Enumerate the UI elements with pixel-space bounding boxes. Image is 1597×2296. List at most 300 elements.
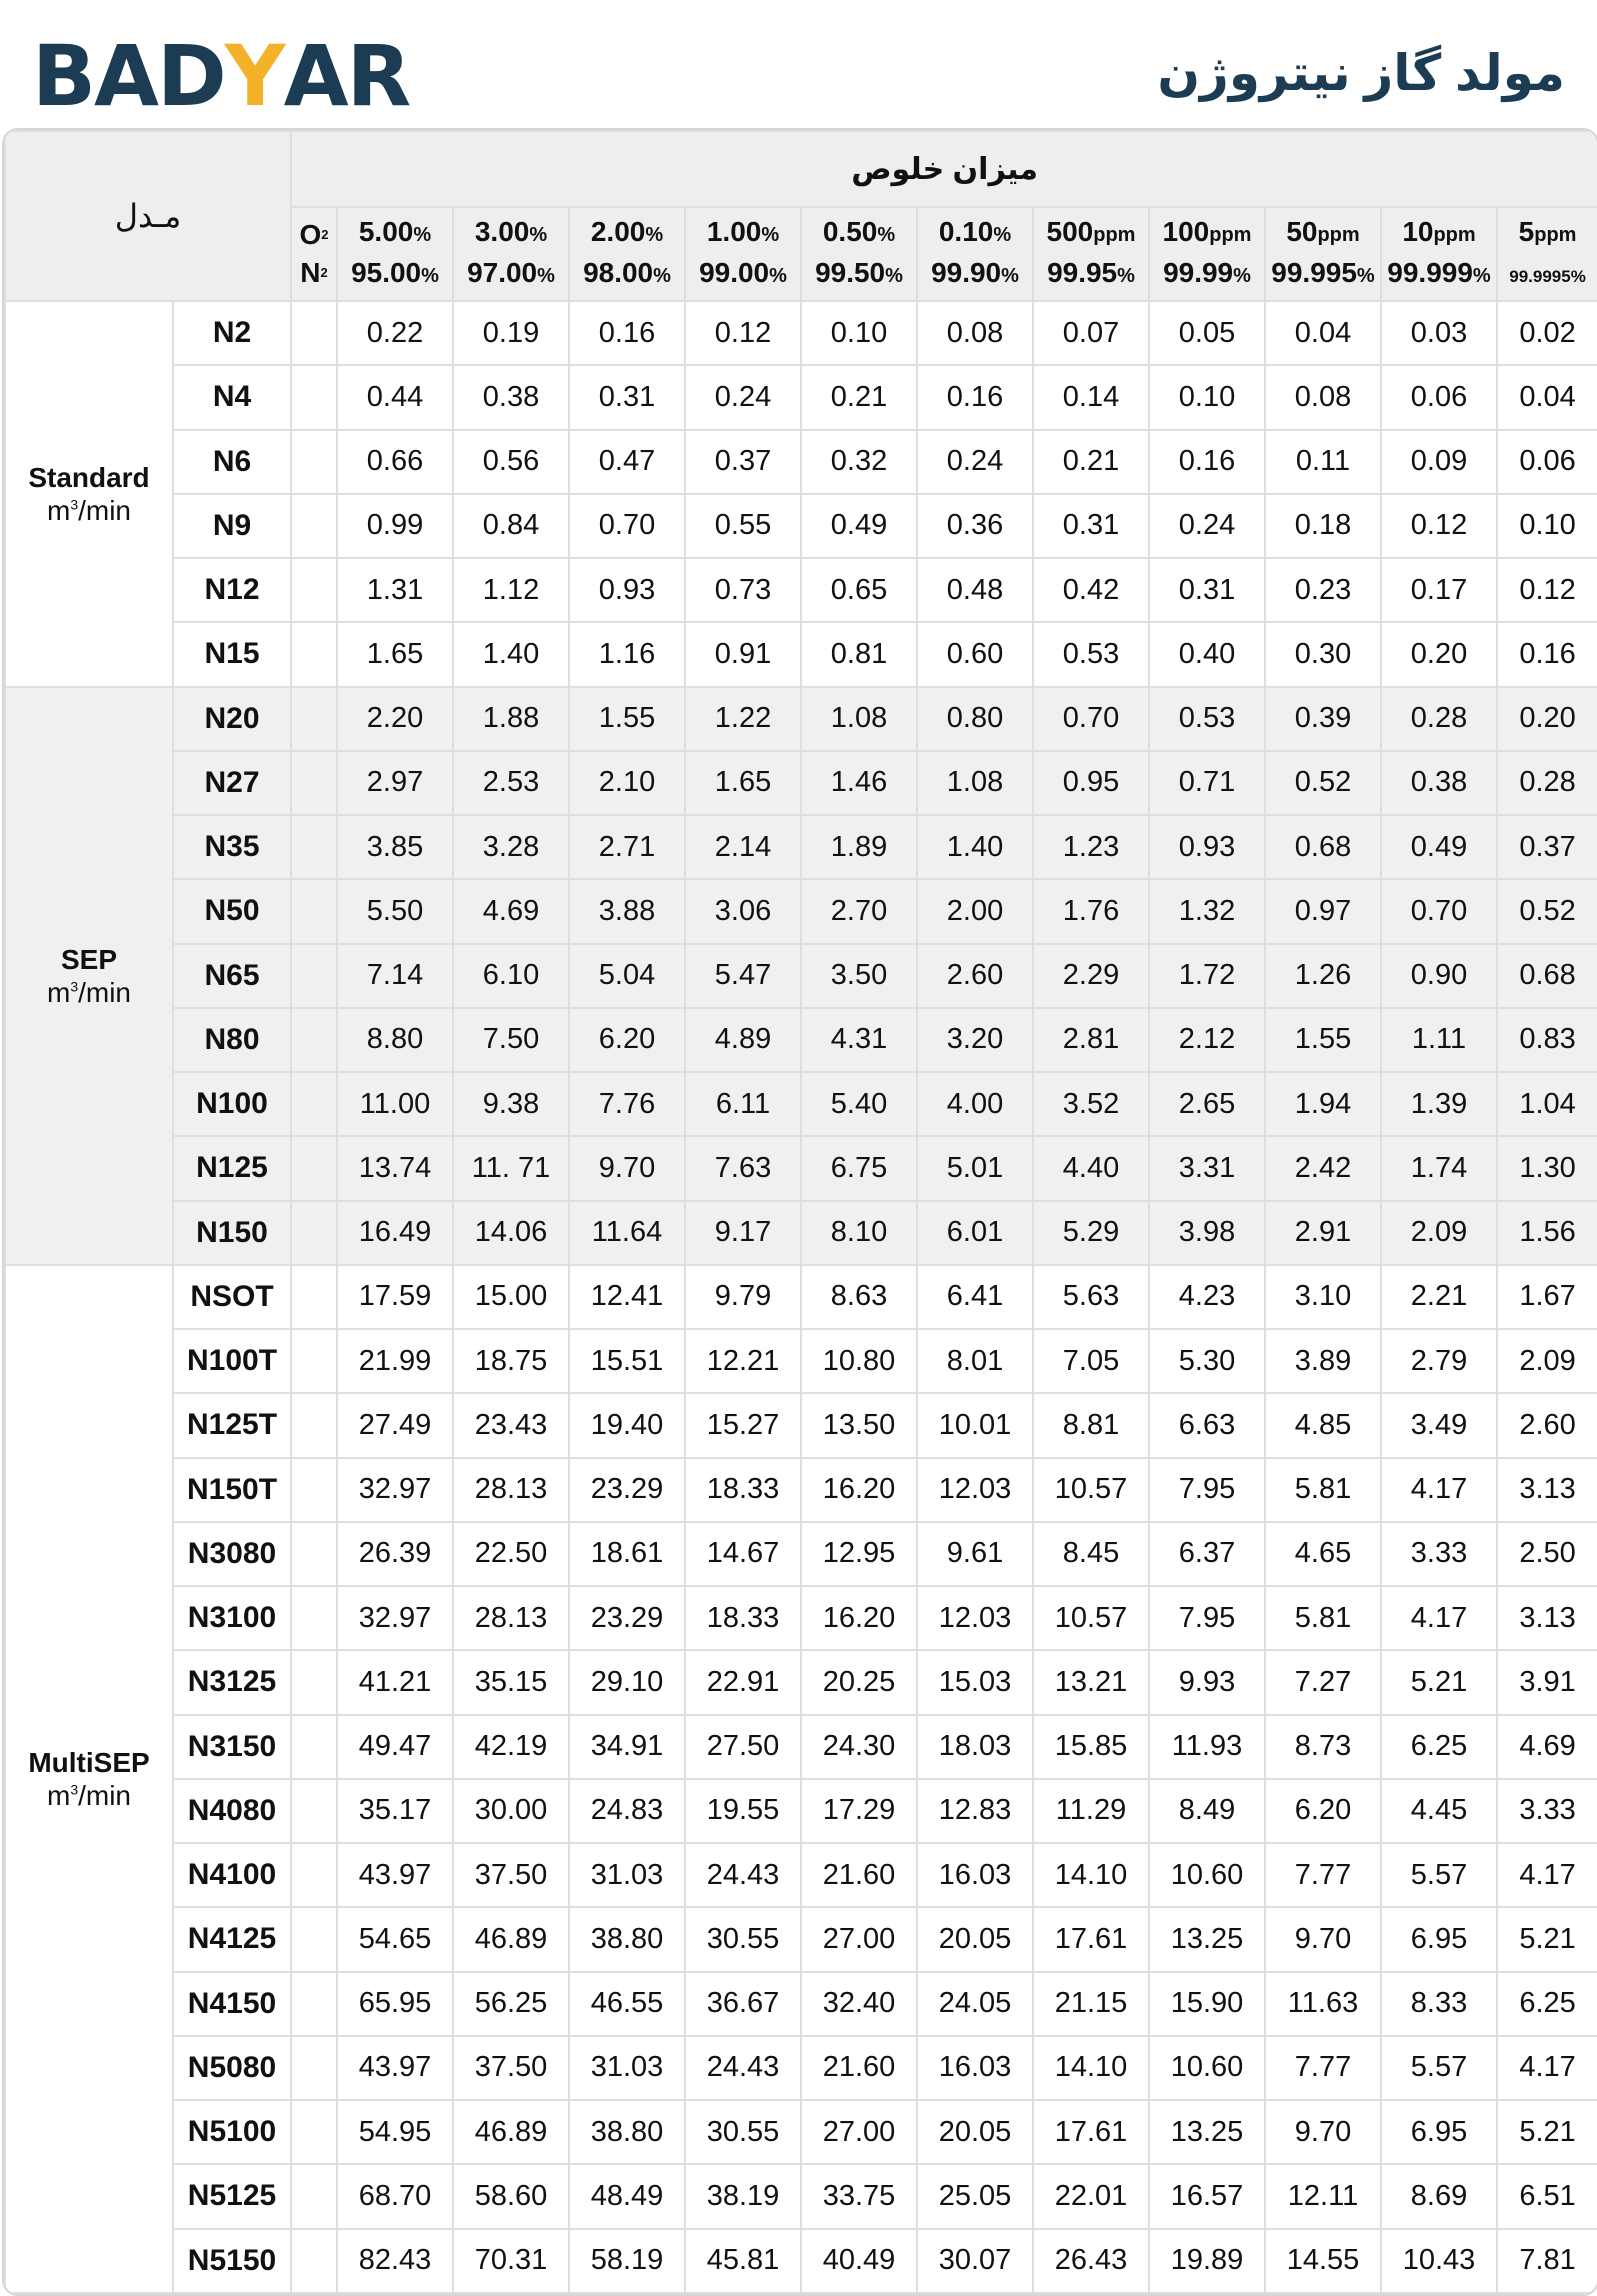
flow-value-cell: 1.11 bbox=[1381, 1008, 1497, 1072]
o2-value: 5 bbox=[1518, 215, 1535, 247]
flow-value-cell: 9.17 bbox=[685, 1201, 801, 1265]
flow-value-cell: 0.21 bbox=[1033, 430, 1149, 494]
flow-value-cell: 0.32 bbox=[801, 430, 917, 494]
flow-value-cell: 0.04 bbox=[1497, 365, 1597, 429]
table-row bbox=[5, 1393, 1597, 1457]
flow-value-cell: 0.93 bbox=[1149, 815, 1265, 879]
flow-value-cell: 1.08 bbox=[917, 751, 1033, 815]
group-name: SEP bbox=[60, 943, 118, 975]
flow-value-cell: 0.31 bbox=[1033, 494, 1149, 558]
flow-value-cell: 12.83 bbox=[917, 1779, 1033, 1843]
flow-value-cell: 1.76 bbox=[1033, 879, 1149, 943]
flow-value-cell: 9.61 bbox=[917, 1522, 1033, 1586]
model-name-cell: N80 bbox=[173, 1008, 291, 1072]
n2-value: 95.00 bbox=[351, 257, 422, 288]
flow-value-cell: 48.49 bbox=[569, 2164, 685, 2228]
flow-value-cell: 0.70 bbox=[1381, 879, 1497, 943]
purity-column-header bbox=[685, 207, 801, 301]
flow-value-cell: 0.48 bbox=[917, 558, 1033, 622]
flow-value-cell: 12.11 bbox=[1265, 2164, 1381, 2228]
flow-value-cell: 14.55 bbox=[1265, 2229, 1381, 2294]
flow-value-cell: 17.61 bbox=[1033, 1907, 1149, 1971]
n2-unit: % bbox=[769, 265, 787, 287]
flow-value-cell: 0.21 bbox=[801, 365, 917, 429]
flow-value-cell: 6.25 bbox=[1381, 1715, 1497, 1779]
flow-value-cell: 9.70 bbox=[1265, 1907, 1381, 1971]
flow-value-cell: 0.06 bbox=[1497, 430, 1597, 494]
flow-value-cell: 24.05 bbox=[917, 1972, 1033, 2036]
flow-value-cell: 3.33 bbox=[1381, 1522, 1497, 1586]
flow-value-cell: 17.59 bbox=[337, 1265, 453, 1329]
flow-value-cell: 1.08 bbox=[801, 687, 917, 751]
flow-value-cell: 0.20 bbox=[1497, 687, 1597, 751]
flow-value-cell: 3.98 bbox=[1149, 1201, 1265, 1265]
model-name-cell: N5125 bbox=[173, 2164, 291, 2228]
flow-value-cell: 46.89 bbox=[453, 2100, 569, 2164]
table-row bbox=[5, 1201, 1597, 1265]
flow-value-cell: 41.21 bbox=[337, 1650, 453, 1714]
n2-unit: % bbox=[1117, 265, 1135, 287]
n2-value: 99.95 bbox=[1047, 257, 1118, 288]
flow-value-cell: 2.97 bbox=[337, 751, 453, 815]
flow-value-cell: 0.52 bbox=[1497, 879, 1597, 943]
spacer-cell bbox=[291, 2100, 337, 2164]
flow-value-cell: 16.03 bbox=[917, 2036, 1033, 2100]
flow-value-cell: 7.05 bbox=[1033, 1329, 1149, 1393]
flow-value-cell: 9.70 bbox=[569, 1136, 685, 1200]
flow-value-cell: 7.50 bbox=[453, 1008, 569, 1072]
n2-purity bbox=[1498, 254, 1597, 296]
o2-unit: % bbox=[761, 224, 780, 246]
flow-value-cell: 1.26 bbox=[1265, 944, 1381, 1008]
model-name-cell: N5150 bbox=[173, 2229, 291, 2294]
flow-value-cell: 6.41 bbox=[917, 1265, 1033, 1329]
group-name: MultiSEP bbox=[28, 1746, 150, 1778]
flow-value-cell: 0.05 bbox=[1149, 301, 1265, 365]
table-row bbox=[5, 1329, 1597, 1393]
o2-purity bbox=[454, 213, 568, 254]
unit-prefix: m bbox=[46, 494, 71, 526]
unit-sup: 3 bbox=[70, 496, 79, 513]
flow-value-cell: 6.01 bbox=[917, 1201, 1033, 1265]
flow-value-cell: 19.89 bbox=[1149, 2229, 1265, 2294]
flow-value-cell: 6.63 bbox=[1149, 1393, 1265, 1457]
flow-value-cell: 11. 71 bbox=[453, 1136, 569, 1200]
flow-value-cell: 0.02 bbox=[1497, 301, 1597, 365]
spacer-cell bbox=[291, 687, 337, 751]
spacer-cell bbox=[291, 365, 337, 429]
spacer-cell bbox=[291, 944, 337, 1008]
n2-value: 99.00 bbox=[699, 257, 770, 288]
o2-purity bbox=[1382, 213, 1496, 254]
model-name-cell: NSOT bbox=[173, 1265, 291, 1329]
flow-value-cell: 5.57 bbox=[1381, 1843, 1497, 1907]
flow-value-cell: 20.05 bbox=[917, 2100, 1033, 2164]
flow-value-cell: 49.47 bbox=[337, 1715, 453, 1779]
flow-value-cell: 12.03 bbox=[917, 1586, 1033, 1650]
flow-value-cell: 0.28 bbox=[1497, 751, 1597, 815]
flow-value-cell: 6.20 bbox=[569, 1008, 685, 1072]
table-row bbox=[5, 1650, 1597, 1714]
table-row bbox=[5, 1972, 1597, 2036]
flow-value-cell: 0.90 bbox=[1381, 944, 1497, 1008]
flow-value-cell: 5.81 bbox=[1265, 1586, 1381, 1650]
flow-value-cell: 27.49 bbox=[337, 1393, 453, 1457]
flow-value-cell: 0.39 bbox=[1265, 687, 1381, 751]
flow-value-cell: 12.41 bbox=[569, 1265, 685, 1329]
flow-value-cell: 0.53 bbox=[1033, 622, 1149, 686]
flow-value-cell: 0.70 bbox=[569, 494, 685, 558]
model-name-cell: N150T bbox=[173, 1458, 291, 1522]
flow-value-cell: 0.16 bbox=[569, 301, 685, 365]
flow-value-cell: 37.50 bbox=[453, 1843, 569, 1907]
flow-value-cell: 0.20 bbox=[1381, 622, 1497, 686]
table-row bbox=[5, 1008, 1597, 1072]
flow-value-cell: 0.22 bbox=[337, 301, 453, 365]
flow-value-cell: 2.42 bbox=[1265, 1136, 1381, 1200]
flow-value-cell: 13.25 bbox=[1149, 2100, 1265, 2164]
table-row bbox=[5, 1907, 1597, 1971]
flow-value-cell: 4.69 bbox=[1497, 1715, 1597, 1779]
o2-purity bbox=[686, 213, 800, 254]
flow-value-cell: 4.17 bbox=[1381, 1458, 1497, 1522]
flow-value-cell: 13.50 bbox=[801, 1393, 917, 1457]
flow-value-cell: 25.05 bbox=[917, 2164, 1033, 2228]
unit-sup: 3 bbox=[70, 978, 79, 995]
flow-value-cell: 1.04 bbox=[1497, 1072, 1597, 1136]
flow-value-cell: 58.60 bbox=[453, 2164, 569, 2228]
unit-sup: 3 bbox=[70, 1781, 79, 1798]
model-name-cell: N4 bbox=[173, 365, 291, 429]
page-title: مولد گاز نیتروژن bbox=[1157, 45, 1565, 101]
purity-column-header bbox=[1265, 207, 1381, 301]
flow-value-cell: 11.00 bbox=[337, 1072, 453, 1136]
flow-value-cell: 4.17 bbox=[1381, 1586, 1497, 1650]
flow-value-cell: 23.29 bbox=[569, 1458, 685, 1522]
flow-value-cell: 16.49 bbox=[337, 1201, 453, 1265]
flow-value-cell: 3.49 bbox=[1381, 1393, 1497, 1457]
flow-value-cell: 0.12 bbox=[1497, 558, 1597, 622]
flow-value-cell: 0.56 bbox=[453, 430, 569, 494]
flow-value-cell: 19.40 bbox=[569, 1393, 685, 1457]
purity-column-header bbox=[569, 207, 685, 301]
flow-value-cell: 1.67 bbox=[1497, 1265, 1597, 1329]
table-row bbox=[5, 1136, 1597, 1200]
flow-value-cell: 12.03 bbox=[917, 1458, 1033, 1522]
flow-value-cell: 0.42 bbox=[1033, 558, 1149, 622]
n2-purity bbox=[802, 254, 916, 295]
flow-value-cell: 8.45 bbox=[1033, 1522, 1149, 1586]
table-row bbox=[5, 1779, 1597, 1843]
spacer-cell bbox=[291, 430, 337, 494]
flow-value-cell: 0.68 bbox=[1497, 944, 1597, 1008]
model-name-cell: N12 bbox=[173, 558, 291, 622]
flow-value-cell: 0.07 bbox=[1033, 301, 1149, 365]
flow-value-cell: 2.91 bbox=[1265, 1201, 1381, 1265]
flow-value-cell: 18.33 bbox=[685, 1458, 801, 1522]
flow-value-cell: 6.20 bbox=[1265, 1779, 1381, 1843]
flow-value-cell: 4.69 bbox=[453, 879, 569, 943]
o2-value: 3.00 bbox=[474, 216, 530, 247]
group-label-sep bbox=[5, 687, 173, 1265]
flow-value-cell: 5.40 bbox=[801, 1072, 917, 1136]
flow-value-cell: 10.57 bbox=[1033, 1586, 1149, 1650]
flow-value-cell: 1.94 bbox=[1265, 1072, 1381, 1136]
flow-value-cell: 0.06 bbox=[1381, 365, 1497, 429]
flow-value-cell: 0.97 bbox=[1265, 879, 1381, 943]
flow-value-cell: 16.03 bbox=[917, 1843, 1033, 1907]
flow-value-cell: 0.49 bbox=[801, 494, 917, 558]
spacer-cell bbox=[291, 2229, 337, 2294]
table-row bbox=[5, 430, 1597, 494]
flow-value-cell: 1.32 bbox=[1149, 879, 1265, 943]
flow-value-cell: 2.09 bbox=[1381, 1201, 1497, 1265]
n2-unit: % bbox=[537, 265, 555, 287]
flow-value-cell: 54.95 bbox=[337, 2100, 453, 2164]
flow-value-cell: 18.03 bbox=[917, 1715, 1033, 1779]
n2-value: 97.00 bbox=[467, 257, 538, 288]
flow-value-cell: 28.13 bbox=[453, 1586, 569, 1650]
flow-value-cell: 6.25 bbox=[1497, 1972, 1597, 2036]
flow-value-cell: 0.40 bbox=[1149, 622, 1265, 686]
flow-value-cell: 1.88 bbox=[453, 687, 569, 751]
flow-value-cell: 0.19 bbox=[453, 301, 569, 365]
flow-value-cell: 32.97 bbox=[337, 1458, 453, 1522]
purity-column-header bbox=[801, 207, 917, 301]
model-name-cell: N3125 bbox=[173, 1650, 291, 1714]
flow-value-cell: 0.70 bbox=[1033, 687, 1149, 751]
flow-value-cell: 22.01 bbox=[1033, 2164, 1149, 2228]
flow-value-cell: 13.25 bbox=[1149, 1907, 1265, 1971]
group-name: Standard bbox=[28, 461, 150, 493]
spacer-cell bbox=[291, 1715, 337, 1779]
flow-value-cell: 2.09 bbox=[1497, 1329, 1597, 1393]
flow-value-cell: 8.10 bbox=[801, 1201, 917, 1265]
n2-purity bbox=[1266, 254, 1380, 295]
flow-value-cell: 4.40 bbox=[1033, 1136, 1149, 1200]
unit-suffix: /min bbox=[78, 494, 132, 526]
flow-value-cell: 8.49 bbox=[1149, 1779, 1265, 1843]
spacer-cell bbox=[291, 1072, 337, 1136]
n2-value: 99.999 bbox=[1387, 257, 1473, 288]
unit-prefix: m bbox=[46, 1779, 71, 1811]
flow-value-cell: 26.39 bbox=[337, 1522, 453, 1586]
flow-value-cell: 4.45 bbox=[1381, 1779, 1497, 1843]
model-name-cell: N100 bbox=[173, 1072, 291, 1136]
o2-label: $O^2$ bbox=[299, 219, 329, 250]
flow-value-cell: 82.43 bbox=[337, 2229, 453, 2294]
flow-value-cell: 3.10 bbox=[1265, 1265, 1381, 1329]
o2-value: 1.00 bbox=[706, 216, 762, 247]
flow-value-cell: 5.29 bbox=[1033, 1201, 1149, 1265]
flow-value-cell: 54.65 bbox=[337, 1907, 453, 1971]
flow-value-cell: 13.21 bbox=[1033, 1650, 1149, 1714]
o2-purity bbox=[570, 213, 684, 254]
flow-value-cell: 3.52 bbox=[1033, 1072, 1149, 1136]
flow-value-cell: 1.16 bbox=[569, 622, 685, 686]
model-column-header: مـدل bbox=[5, 131, 291, 301]
flow-value-cell: 0.12 bbox=[685, 301, 801, 365]
flow-value-cell: 2.29 bbox=[1033, 944, 1149, 1008]
model-name-cell: N3150 bbox=[173, 1715, 291, 1779]
flow-value-cell: 1.30 bbox=[1497, 1136, 1597, 1200]
o2-unit: % bbox=[413, 224, 432, 246]
spacer-cell bbox=[291, 1779, 337, 1843]
o2-unit: ppm bbox=[1209, 224, 1252, 246]
flow-value-cell: 0.10 bbox=[1497, 494, 1597, 558]
spacer-cell bbox=[291, 1586, 337, 1650]
flow-value-cell: 2.71 bbox=[569, 815, 685, 879]
o2-purity bbox=[1034, 213, 1148, 254]
flow-value-cell: 9.79 bbox=[685, 1265, 801, 1329]
flow-value-cell: 7.63 bbox=[685, 1136, 801, 1200]
flow-value-cell: 2.20 bbox=[337, 687, 453, 751]
flow-value-cell: 4.65 bbox=[1265, 1522, 1381, 1586]
flow-value-cell: 14.67 bbox=[685, 1522, 801, 1586]
flow-value-cell: 0.60 bbox=[917, 622, 1033, 686]
flow-value-cell: 1.89 bbox=[801, 815, 917, 879]
flow-value-cell: 0.03 bbox=[1381, 301, 1497, 365]
flow-value-cell: 3.50 bbox=[801, 944, 917, 1008]
flow-value-cell: 0.09 bbox=[1381, 430, 1497, 494]
flow-value-cell: 1.55 bbox=[569, 687, 685, 751]
flow-value-cell: 16.20 bbox=[801, 1458, 917, 1522]
flow-value-cell: 16.57 bbox=[1149, 2164, 1265, 2228]
table-row bbox=[5, 815, 1597, 879]
flow-value-cell: 7.27 bbox=[1265, 1650, 1381, 1714]
table-row bbox=[5, 687, 1597, 751]
flow-value-cell: 32.97 bbox=[337, 1586, 453, 1650]
o2-unit: % bbox=[877, 224, 896, 246]
flow-value-cell: 5.81 bbox=[1265, 1458, 1381, 1522]
spacer-cell bbox=[291, 1843, 337, 1907]
flow-value-cell: 4.17 bbox=[1497, 1843, 1597, 1907]
flow-value-cell: 68.70 bbox=[337, 2164, 453, 2228]
flow-value-cell: 4.31 bbox=[801, 1008, 917, 1072]
o2-purity bbox=[1266, 213, 1380, 254]
flow-value-cell: 8.01 bbox=[917, 1329, 1033, 1393]
flow-value-cell: 21.60 bbox=[801, 1843, 917, 1907]
flow-value-cell: 0.38 bbox=[1381, 751, 1497, 815]
flow-value-cell: 65.95 bbox=[337, 1972, 453, 2036]
gas-labels-cell bbox=[291, 207, 337, 301]
flow-value-cell: 2.70 bbox=[801, 879, 917, 943]
flow-value-cell: 0.30 bbox=[1265, 622, 1381, 686]
purity-column-header bbox=[1497, 207, 1597, 301]
o2-unit: ppm bbox=[1433, 224, 1476, 246]
flow-value-cell: 0.14 bbox=[1033, 365, 1149, 429]
model-name-cell: N100T bbox=[173, 1329, 291, 1393]
unit-prefix: m bbox=[46, 976, 71, 1008]
flow-value-cell: 27.50 bbox=[685, 1715, 801, 1779]
flow-value-cell: 24.30 bbox=[801, 1715, 917, 1779]
n2-purity bbox=[1034, 254, 1148, 295]
flow-value-cell: 15.00 bbox=[453, 1265, 569, 1329]
group-unit bbox=[6, 1780, 172, 1812]
o2-purity bbox=[918, 213, 1032, 254]
flow-value-cell: 5.21 bbox=[1497, 1907, 1597, 1971]
flow-value-cell: 28.13 bbox=[453, 1458, 569, 1522]
model-name-cell: N4125 bbox=[173, 1907, 291, 1971]
flow-value-cell: 8.73 bbox=[1265, 1715, 1381, 1779]
flow-value-cell: 30.55 bbox=[685, 1907, 801, 1971]
n2-purity bbox=[686, 254, 800, 295]
flow-value-cell: 6.75 bbox=[801, 1136, 917, 1200]
flow-value-cell: 21.60 bbox=[801, 2036, 917, 2100]
spacer-cell bbox=[291, 558, 337, 622]
flow-value-cell: 6.10 bbox=[453, 944, 569, 1008]
flow-value-cell: 5.21 bbox=[1381, 1650, 1497, 1714]
spacer-cell bbox=[291, 1201, 337, 1265]
flow-value-cell: 12.95 bbox=[801, 1522, 917, 1586]
flow-value-cell: 10.57 bbox=[1033, 1458, 1149, 1522]
model-name-cell: N5080 bbox=[173, 2036, 291, 2100]
table-row bbox=[5, 879, 1597, 943]
o2-purity bbox=[338, 213, 452, 254]
flow-value-cell: 15.85 bbox=[1033, 1715, 1149, 1779]
model-name-cell: N4080 bbox=[173, 1779, 291, 1843]
flow-value-cell: 2.10 bbox=[569, 751, 685, 815]
flow-value-cell: 6.51 bbox=[1497, 2164, 1597, 2228]
flow-value-cell: 0.28 bbox=[1381, 687, 1497, 751]
o2-value: 5.00 bbox=[358, 216, 414, 247]
flow-value-cell: 21.15 bbox=[1033, 1972, 1149, 2036]
flow-value-cell: 5.63 bbox=[1033, 1265, 1149, 1329]
flow-value-cell: 8.63 bbox=[801, 1265, 917, 1329]
flow-value-cell: 15.03 bbox=[917, 1650, 1033, 1714]
spacer-cell bbox=[291, 1522, 337, 1586]
spacer-cell bbox=[291, 1972, 337, 2036]
flow-value-cell: 8.33 bbox=[1381, 1972, 1497, 2036]
model-name-cell: N35 bbox=[173, 815, 291, 879]
flow-value-cell: 7.14 bbox=[337, 944, 453, 1008]
model-name-cell: N3080 bbox=[173, 1522, 291, 1586]
spacer-cell bbox=[291, 622, 337, 686]
group-unit bbox=[6, 977, 172, 1009]
flow-value-cell: 0.10 bbox=[801, 301, 917, 365]
flow-value-cell: 0.91 bbox=[685, 622, 801, 686]
n2-unit: % bbox=[653, 265, 671, 287]
table-row bbox=[5, 1843, 1597, 1907]
flow-value-cell: 22.91 bbox=[685, 1650, 801, 1714]
flow-value-cell: 11.29 bbox=[1033, 1779, 1149, 1843]
spacer-cell bbox=[291, 1008, 337, 1072]
flow-value-cell: 0.31 bbox=[569, 365, 685, 429]
o2-value: 10 bbox=[1402, 216, 1434, 247]
flow-value-cell: 7.77 bbox=[1265, 2036, 1381, 2100]
flow-value-cell: 11.93 bbox=[1149, 1715, 1265, 1779]
n2-value: 98.00 bbox=[583, 257, 654, 288]
flow-value-cell: 0.08 bbox=[1265, 365, 1381, 429]
flow-value-cell: 2.53 bbox=[453, 751, 569, 815]
flow-value-cell: 0.49 bbox=[1381, 815, 1497, 879]
flow-value-cell: 31.03 bbox=[569, 1843, 685, 1907]
flow-value-cell: 0.65 bbox=[801, 558, 917, 622]
flow-value-cell: 18.61 bbox=[569, 1522, 685, 1586]
spacer-cell bbox=[291, 879, 337, 943]
flow-value-cell: 35.17 bbox=[337, 1779, 453, 1843]
model-name-cell: N65 bbox=[173, 944, 291, 1008]
flow-value-cell: 29.10 bbox=[569, 1650, 685, 1714]
n2-purity bbox=[454, 254, 568, 295]
table-row bbox=[5, 301, 1597, 365]
flow-value-cell: 6.95 bbox=[1381, 2100, 1497, 2164]
flow-value-cell: 10.01 bbox=[917, 1393, 1033, 1457]
o2-unit: ppm bbox=[1534, 223, 1577, 246]
table-row bbox=[5, 1458, 1597, 1522]
n2-value: 99.99 bbox=[1163, 257, 1234, 288]
flow-value-cell: 35.15 bbox=[453, 1650, 569, 1714]
